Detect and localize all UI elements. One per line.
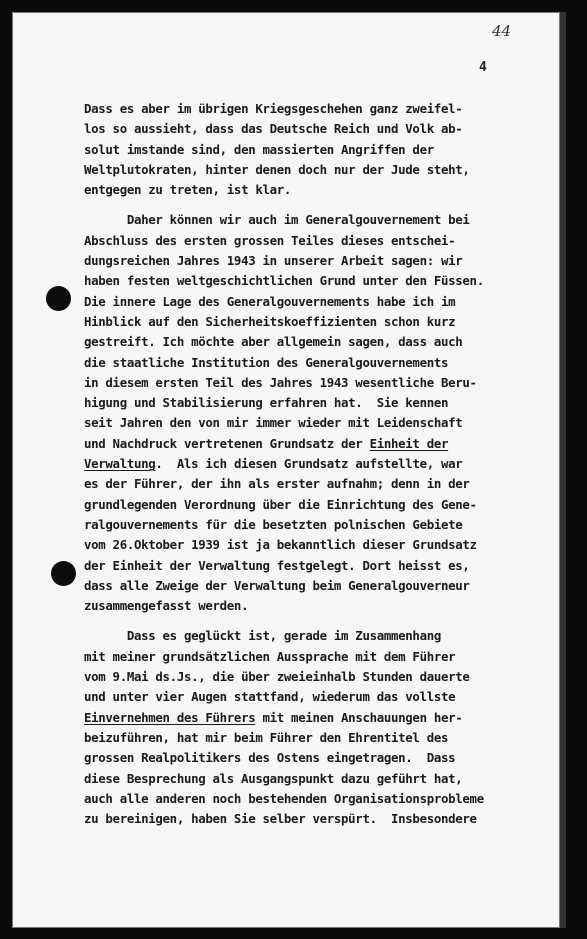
text-line: Weltplutokraten, hinter denen doch nur der Jude steht, bbox=[84, 161, 470, 177]
text-line: Hinblick auf den Sicherheitskoeffizienten schon kurz bbox=[84, 313, 456, 329]
text-line: haben festen weltgeschichtlichen Grund unter den Füssen. bbox=[84, 273, 484, 289]
underlined-phrase: Einvernehmen des Führers bbox=[84, 709, 256, 725]
paragraph-3 bbox=[84, 626, 562, 829]
text-line bbox=[84, 454, 562, 474]
text-line: dass alle Zweige der Verwaltung beim Generalgouverneur bbox=[84, 577, 470, 593]
text-line: zu bereinigen, haben Sie selber verspürt. Insbesondere bbox=[84, 811, 477, 827]
text-line: grundlegenden Verordnung über die Einrichtung des Gene- bbox=[84, 496, 477, 512]
text-line: higung und Stabilisierung erfahren hat. Sie kennen bbox=[84, 395, 449, 411]
text-line: Abschluss des ersten grossen Teiles dieses entschei- bbox=[84, 232, 456, 248]
text-line: beizuführen, hat mir beim Führer den Ehrentitel des bbox=[84, 729, 449, 745]
text-line: diese Besprechung als Ausgangspunkt dazu geführt hat, bbox=[84, 770, 463, 786]
text-line: grossen Realpolitikers des Ostens eingetragen. Dass bbox=[84, 750, 456, 766]
text-line: zusammengefasst werden. bbox=[84, 598, 249, 614]
paragraph-1 bbox=[84, 99, 562, 200]
text-line: der Einheit der Verwaltung festgelegt. Dort heisst es, bbox=[84, 557, 470, 573]
text-line: es der Führer, der ihn als erster aufnahm; denn in der bbox=[84, 476, 470, 492]
body-text bbox=[84, 99, 562, 829]
text-line bbox=[84, 708, 562, 728]
page-number: 4 bbox=[479, 60, 487, 75]
text-line: gestreift. Ich möchte aber allgemein sagen, dass auch bbox=[84, 334, 463, 350]
text-line: in diesem ersten Teil des Jahres 1943 wesentliche Beru- bbox=[84, 374, 477, 390]
text-line: seit Jahren den von mir immer wieder mit Leidenschaft bbox=[84, 415, 463, 431]
text-line: Die innere Lage des Generalgouvernements habe ich im bbox=[84, 293, 456, 309]
text-segment: mit meinen Anschauungen her- bbox=[255, 709, 463, 725]
text-line: entgegen zu treten, ist klar. bbox=[84, 182, 292, 198]
text-line: solut imstande sind, den massierten Angriffen der bbox=[84, 141, 434, 157]
text-line: ralgouvernements für die besetzten polnischen Gebiete bbox=[84, 516, 463, 532]
punch-hole bbox=[46, 286, 71, 311]
punch-hole bbox=[51, 561, 76, 586]
text-line: Daher können wir auch im Generalgouvernement bei bbox=[84, 212, 470, 228]
text-line: vom 9.Mai ds.Js., die über zweieinhalb Stunden dauerte bbox=[84, 669, 470, 685]
text-segment: und Nachdruck vertretenen Grundsatz der bbox=[84, 435, 370, 451]
text-line: los so aussieht, dass das Deutsche Reich und Volk ab- bbox=[84, 121, 463, 137]
text-line: auch alle anderen noch bestehenden Organisationsprobleme bbox=[84, 790, 484, 806]
underlined-phrase: Einheit der bbox=[369, 435, 449, 451]
text-line: die staatliche Institution des Generalgouvernements bbox=[84, 354, 449, 370]
text-line: Dass es aber im übrigen Kriegsgeschehen ganz zweifel- bbox=[84, 101, 463, 116]
text-line bbox=[84, 434, 562, 454]
text-segment: . Als ich diesen Grundsatz aufstellte, war bbox=[155, 456, 463, 472]
text-line: Dass es geglückt ist, gerade im Zusammenhang bbox=[84, 628, 441, 644]
text-line: vom 26.Oktober 1939 ist ja bekanntlich dieser Grundsatz bbox=[84, 537, 477, 553]
text-line: mit meiner grundsätzlichen Aussprache mit dem Führer bbox=[84, 648, 456, 664]
underlined-phrase: Verwaltung bbox=[84, 456, 156, 472]
text-line: und unter vier Augen stattfand, wiederum das vollste bbox=[84, 689, 456, 705]
text-line: dungsreichen Jahres 1943 in unserer Arbeit sagen: wir bbox=[84, 253, 463, 269]
folio-number: 44 bbox=[492, 22, 512, 40]
paragraph-2 bbox=[84, 210, 562, 616]
document-page bbox=[12, 12, 560, 928]
